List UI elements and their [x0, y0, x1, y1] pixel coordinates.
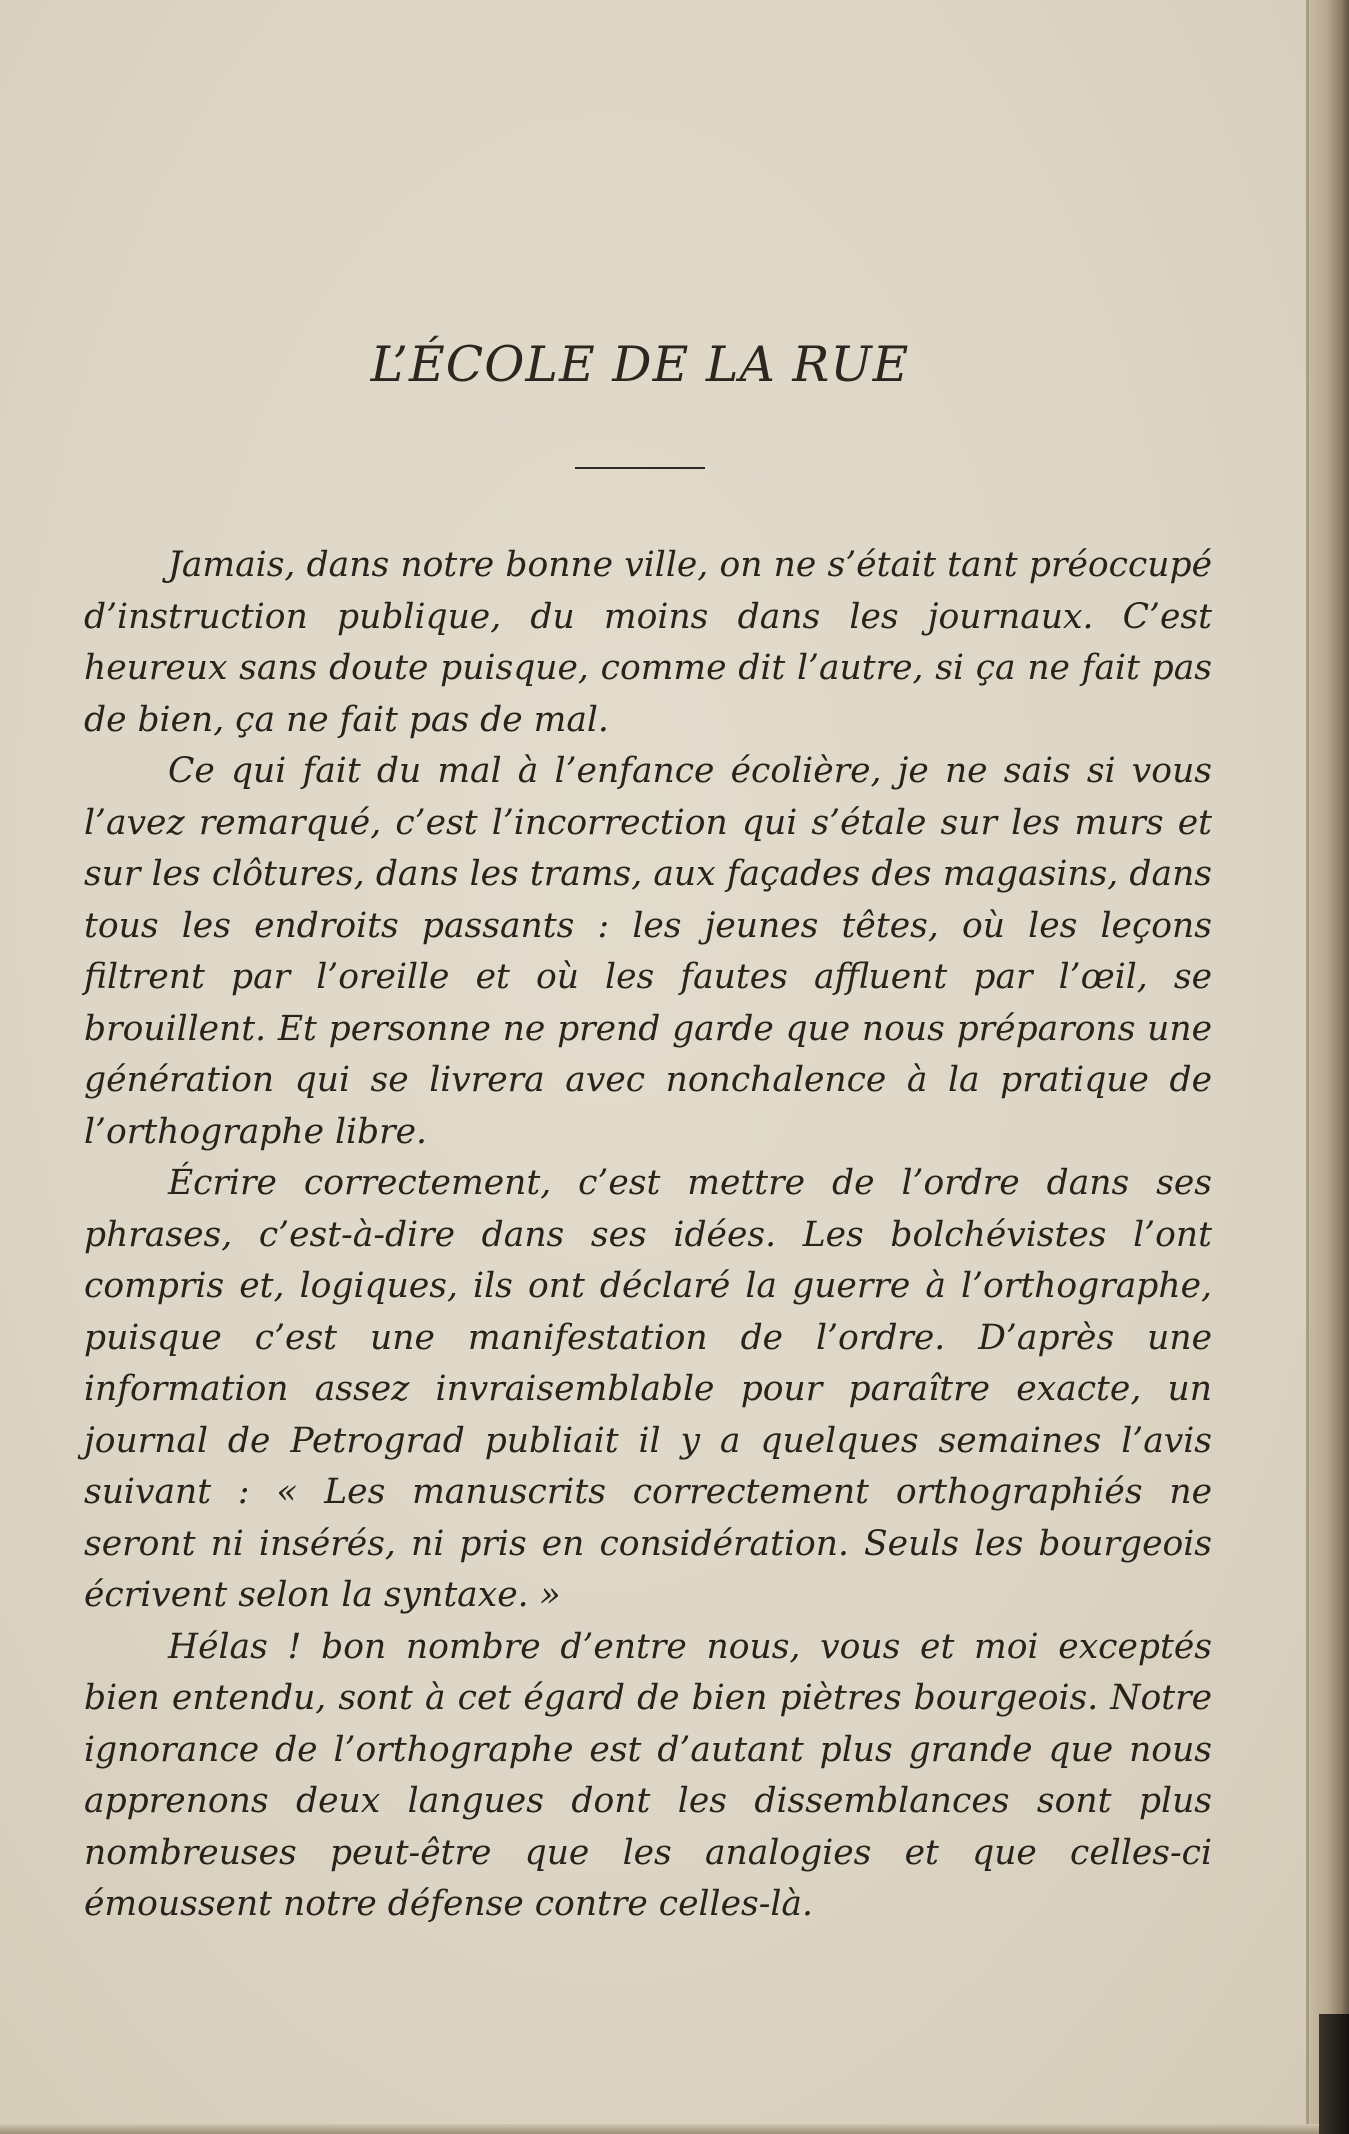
title-divider [575, 467, 705, 469]
paragraph: Jamais, dans notre bonne ville, on ne s’était tant préoccupé d’instruction publique, du moins dans les journaux. C’est heureux sans doute puisque, comme dit l’autre, si ça ne fait pas de bien, ça ne fait pas de mal. [84, 545, 1212, 740]
chapter-title: L’ÉCOLE DE LA RUE [370, 336, 910, 393]
binding-edge-line [1306, 0, 1309, 2134]
paragraph: Hélas ! bon nombre d’entre nous, vous et moi exceptés bien entendu, sont à cet égard de bien piètres bourgeois. Notre ignorance de l’orthographe est d’autant plus grande que nous apprenons deux langues dont les dissemblances sont plus nombreuses peut-être que les analogies et que celles-ci émoussent notre défense contre celles-là. [84, 1626, 1212, 1924]
paragraph: Ce qui fait du mal à l’enfance écolière, je ne sais si vous l’avez remarqué, c’est l’incorrection qui s’étale sur les murs et sur les clôtures, dans les trams, aux façades des magasins, dans tous les endroits passants : les jeunes têtes, où les leçons filtrent par l’oreille et où les fautes affluent par l’œil, se brouillent. Et personne ne prend garde que nous préparons une génération qui se livrera avec nonchalence à la pratique de l’orthographe libre. [84, 751, 1212, 1152]
page-bottom-edge [0, 2124, 1349, 2134]
page-corner-shadow [1319, 2014, 1349, 2134]
book-binding-shadow [1307, 0, 1349, 2134]
paragraph: Écrire correctement, c’est mettre de l’ordre dans ses phrases, c’est-à-dire dans ses idées. Les bolchévistes l’ont compris et, logiques, ils ont déclaré la guerre à l’orthographe, puisque c’est une manifestation de l’ordre. D’après une information assez invraisemblable pour paraître exacte, un journal de Petrograd publiait il y a quelques semaines l’avis suivant : « Les manuscrits correctement orthographiés ne seront ni insérés, ni pris en considération. Seuls les bourgeois écrivent selon la syntaxe. » [84, 1163, 1212, 1615]
body-text [84, 540, 1212, 1931]
